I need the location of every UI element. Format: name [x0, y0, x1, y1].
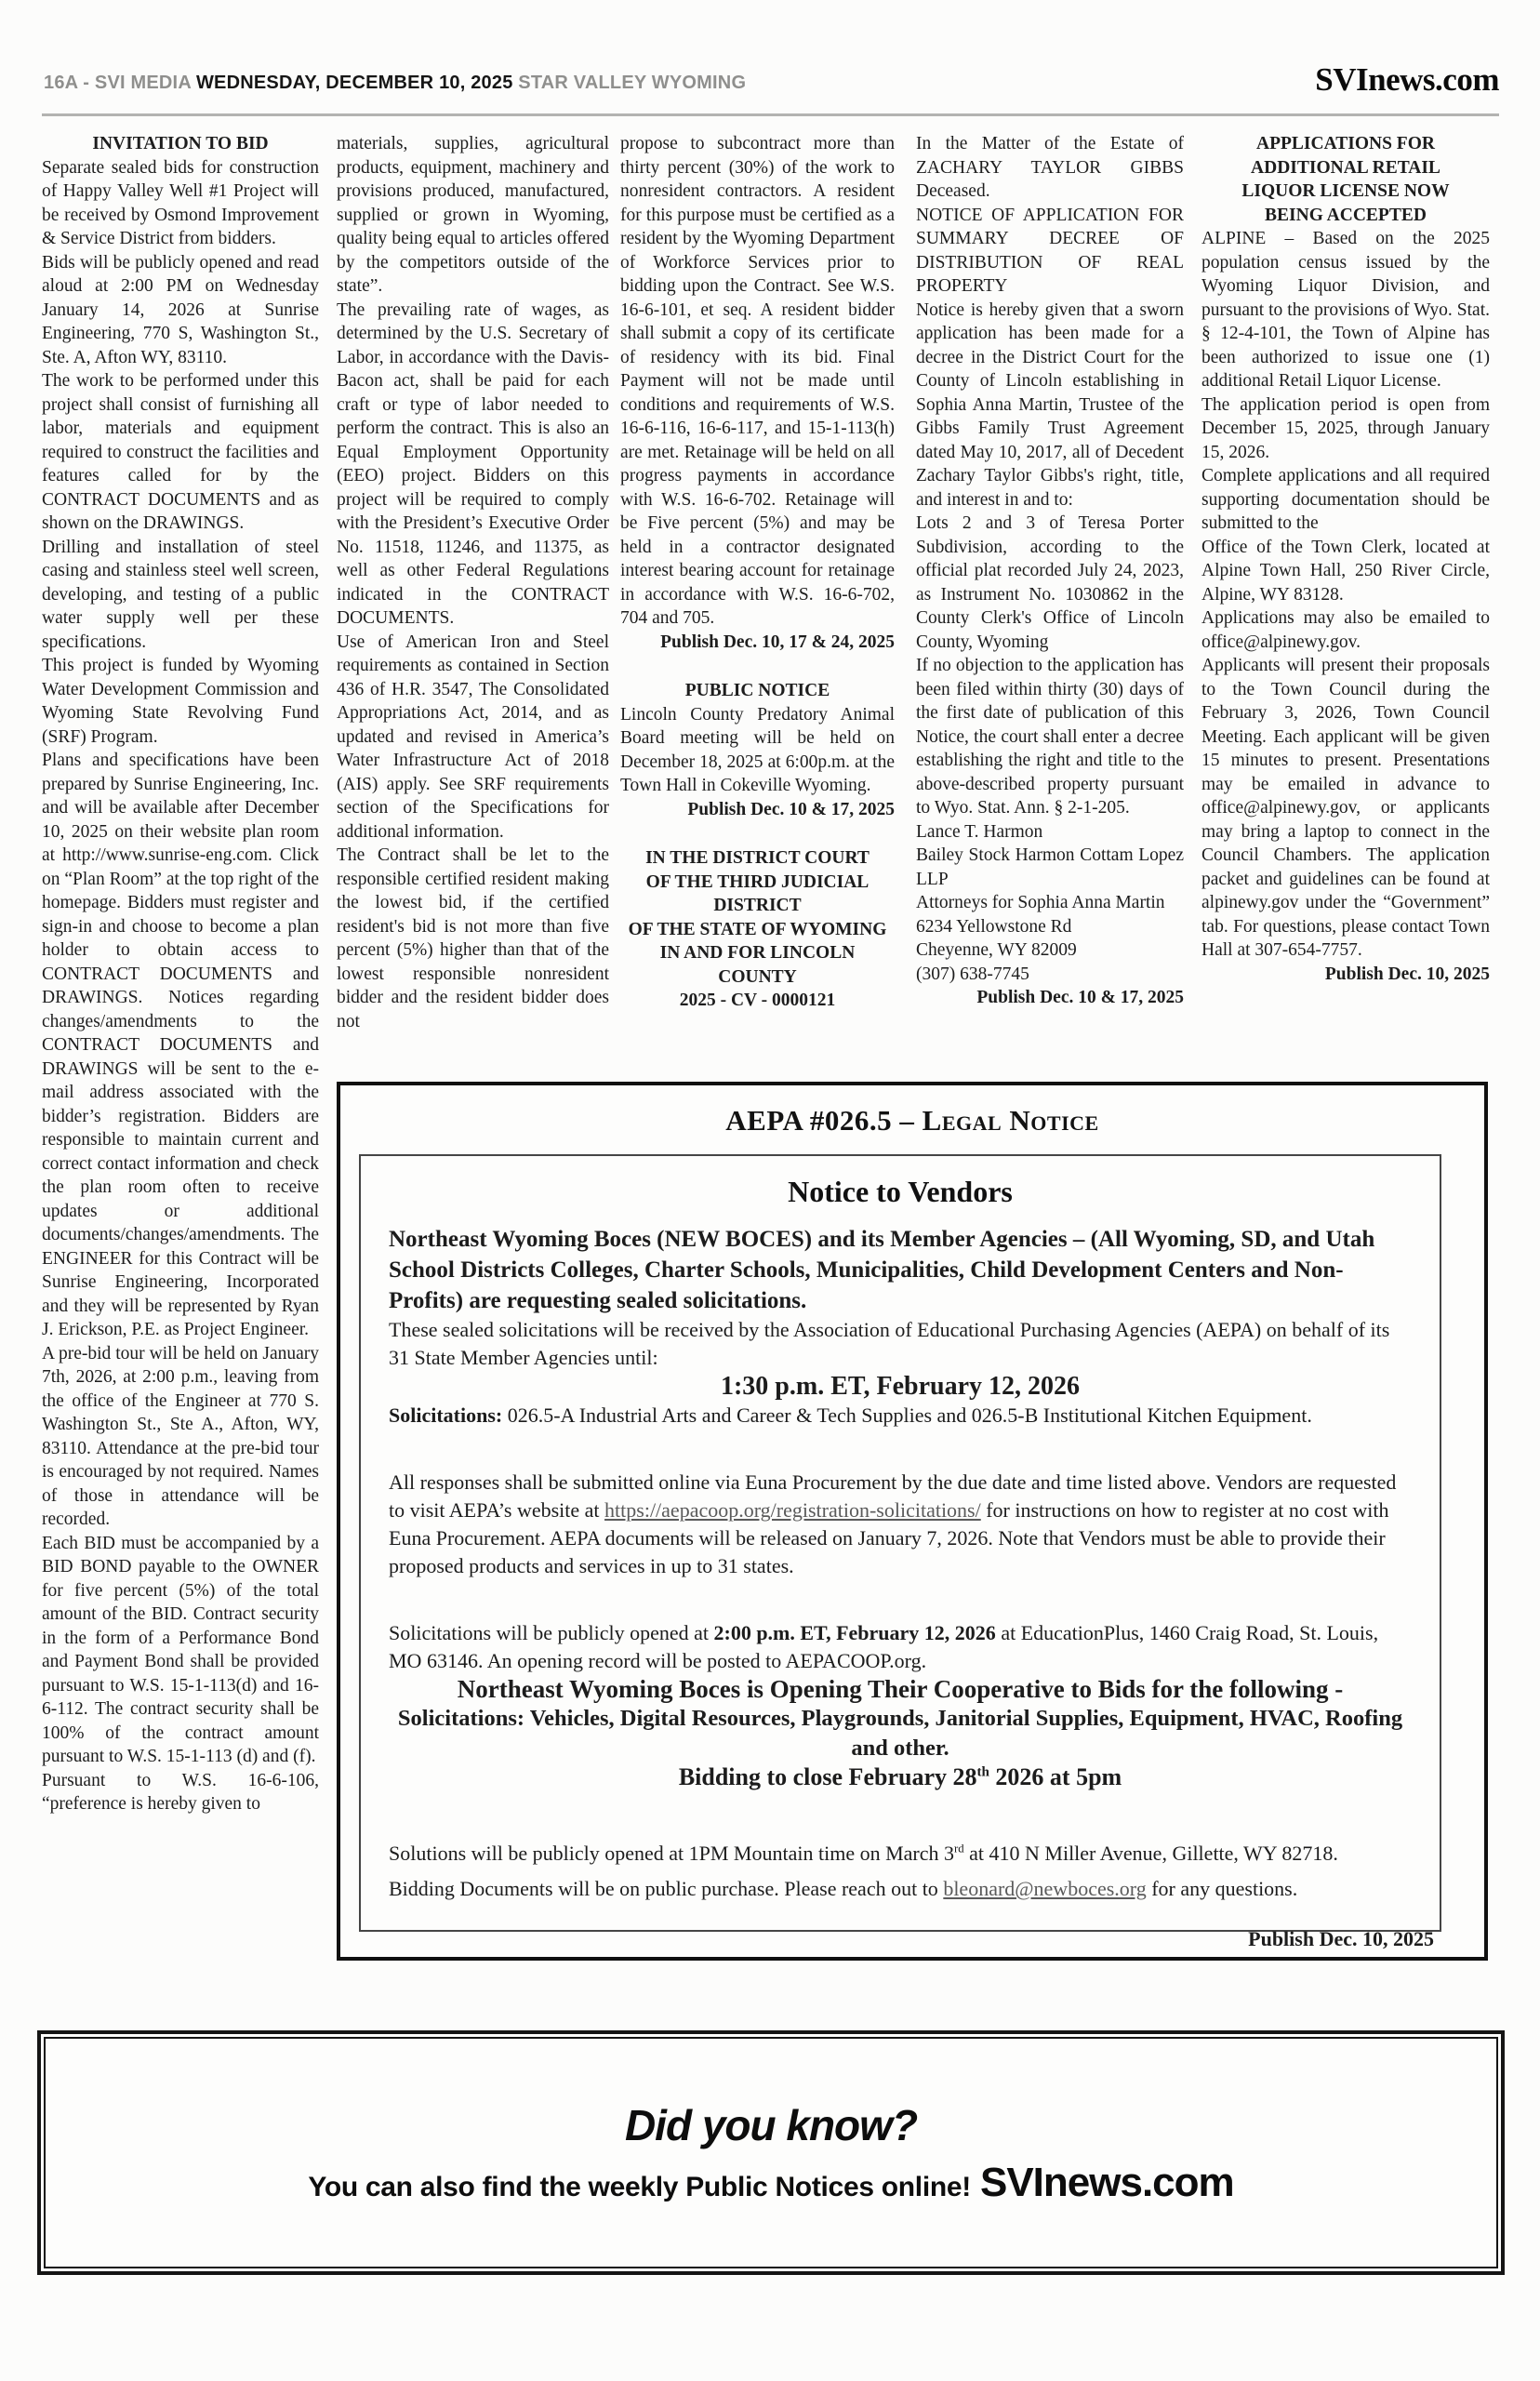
notice-paragraph: Complete applications and all required supporting documentation should be submitted to the — [1201, 466, 1490, 533]
notice-paragraph: Plans and specifications have been prepared by Sunrise Engineering, Inc. and will be available after December 10, 2025 on their website plan room at http://www.sunrise-eng.com. Click on “Plan Room” at the top right of the homepage. Bidders must register and sign-in and choose to become a plan holder to obtain access to CONTRACT DOCUMENTS and DRAWINGS. Notices regarding changes/amendments to the CONTRACT DOCUMENTS and DRAWINGS will be sent to the e-mail address associated with the bidder’s registration. Bidders are responsible to maintain current and correct contact information and check the plan room often to receive updates or additional documents/changes/amendments. The ENGINEER for this Contract will be Sunrise Engineering, Incorporated and they will be represented by Ryan J. Erickson, P.E. as Project Engineer. — [42, 751, 319, 1339]
publish-line: Publish Dec. 10 & 17, 2025 — [976, 988, 1184, 1007]
notice-paragraph: Separate sealed bids for construction of Happy Valley Well #1 Project will be received by Osmond Improvement & Service District from bidders. — [42, 157, 319, 248]
notice-paragraph: Applicants will present their proposals to the Town Council during the February 3, 2026, Town Council Meeting. Each applicant will be given 15 minutes to present. Presentations may be emailed in advance to office@alpinewy.gov, or applicants may bring a laptop to connect in the Council Chambers. The application packet and guidelines can be found at alpinewy.gov under the “Government” tab. For questions, please contact Town Hall at 307-654-7757. — [1201, 656, 1490, 960]
aepa-paragraph — [389, 1875, 1412, 1903]
aepa-paragraph — [389, 1619, 1412, 1675]
text-segment: for any questions. — [1146, 1877, 1298, 1900]
notice-paragraph: In the Matter of the Estate of ZACHARY TAYLOR GIBBS Deceased. — [916, 134, 1184, 201]
text-segment: at EducationPlus, 1460 Craig Road, St. Louis, MO 63146. An opening record will be posted to AEPACOOP.org. — [389, 1621, 1379, 1672]
notice-paragraph: The application period is open from December 15, 2025, through January 15, 2026. — [1201, 394, 1490, 462]
notice-paragraph: Office of the Town Clerk, located at Alpine Town Hall, 250 River Circle, Alpine, WY 83128. — [1201, 537, 1490, 605]
publish-line: Publish Dec. 10, 2025 — [1324, 964, 1490, 984]
notice-paragraph: If no objection to the application has been filed within thirty (30) days of the first date of publication of this Notice, the court shall enter a decree establishing the right and title to the above-described property pursuant to Wyo. Stat. Ann. § 2-1-205. — [916, 656, 1184, 818]
notice-paragraph: Lots 2 and 3 of Teresa Porter Subdivision, according to the official plat recorded July 24, 2023, as Instrument No. 1030862 in the County Clerk's Office of Lincoln County, Wyoming — [916, 513, 1184, 652]
did-you-know-inner-border — [44, 2037, 1498, 2268]
notice-heading: IN THE DISTRICT COURT OF THE THIRD JUDICIAL DISTRICT OF THE STATE OF WYOMING IN AND FOR LINCOLN COUNTY 2025 - CV - 0000121 — [628, 848, 887, 1010]
notice-paragraph: Use of American Iron and Steel requirements as contained in Section 436 of H.R. 3547, The Consolidated Appropriations Act, 2014, and as updated and revised in America’s Water Infrastructure Act of 2018 (AIS) apply. See SRF requirements section of the Specifications for additional information. — [337, 632, 609, 842]
notice-paragraph: propose to subcontract more than thirty percent (30%) of the work to nonresident contractors. A resident for this purpose must be certified as a resident by the Wyoming Department of Workforce Services prior to bidding upon the Contract. See W.S. 16-6-101, et seq. A resident bidder shall submit a copy of its certificate of residency with its bid. Final Payment will not be made until conditions and requirements of W.S. 16-6-116, 16-6-117, and 15-1-113(h) are met. Retainage will be held on all progress payments in accordance with W.S. 16-6-702. Retainage will be Five percent (5%) and may be held in a contractor designated interest bearing account for retainage in accordance with W.S. 16-6-702, 704 and 705. — [620, 134, 895, 628]
text-segment: Bidding Documents will be on public purchase. Please reach out to — [389, 1877, 944, 1900]
notice-paragraph: The prevailing rate of wages, as determined by the U.S. Secretary of Labor, in accordance with the Davis-Bacon act, shall be paid for each craft or type of labor needed to perform the contract. This is also an Equal Employment Opportunity (EEO) project. Bidders on this project will be required to comply with the President’s Executive Order No. 11518, 11246, and 11375, as well as other Federal Regulations indicated in the CONTRACT DOCUMENTS. — [337, 299, 609, 628]
text-segment: 1:30 p.m. ET, February 12, 2026 — [720, 1372, 1081, 1401]
promo-site-name: SVInews.com — [979, 2159, 1234, 2205]
text-segment: 2026 at 5pm — [989, 1763, 1122, 1790]
text-segment: Solicitations: Vehicles, Digital Resources, Playgrounds, Janitorial Supplies, Equipment, HVAC, Roofing and other. — [397, 1706, 1403, 1761]
text-segment: Northeast Wyoming Boces is Opening Their Cooperative to Bids for the following - — [457, 1675, 1344, 1703]
superscript-text: th — [976, 1764, 989, 1780]
header-text-segment: WEDNESDAY, DECEMBER 10, 2025 — [195, 73, 519, 93]
notice-paragraph: NOTICE OF APPLICATION FOR SUMMARY DECREE OF DISTRIBUTION OF REAL PROPERTY — [916, 205, 1184, 296]
notice-column-3 — [620, 132, 895, 1013]
publish-line: Publish Dec. 10, 17 & 24, 2025 — [660, 632, 895, 652]
notice-paragraph: Lance T. Harmon — [916, 821, 1043, 842]
aepa-paragraph — [389, 1372, 1412, 1402]
text-segment: 2:00 p.m. ET, February 12, 2026 — [713, 1621, 996, 1644]
text-segment: Solicitations will be publicly opened at — [389, 1621, 714, 1644]
text-segment: at 410 N Miller Avenue, Gillette, WY 82718. — [963, 1842, 1338, 1865]
did-you-know-headline: Did you know? — [624, 2100, 918, 2149]
aepa-paragraph — [389, 1704, 1412, 1763]
publish-line: Publish Dec. 10, 2025 — [1248, 1927, 1434, 1950]
notice-paragraph: The work to be performed under this project shall consist of furnishing all labor, materials and equipment required to construct the facilities and features called for by the CONTRACT DOCUMENTS and as shown on the DRAWINGS. — [42, 371, 319, 533]
notice-paragraph: This project is funded by Wyoming Water Development Commission and Wyoming State Revolving Fund (SRF) Program. — [42, 656, 319, 747]
notice-paragraph: ALPINE – Based on the 2025 population census issued by the Wyoming Liquor Division, and pursuant to the provisions of Wyo. Stat. § 12-4-101, the Town of Alpine has been authorized to issue one (1) additional Retail Liquor License. — [1201, 229, 1490, 391]
aepa-paragraph — [389, 1763, 1412, 1791]
header-dateline — [44, 73, 746, 94]
notice-paragraph: materials, supplies, agricultural products, equipment, machinery and provisions produced, manufactured, supplied or grown in Wyoming, quality being equal to articles offered by the competitors outside of the state”. — [337, 134, 609, 296]
aepa-legal-notice-box — [337, 1082, 1488, 1961]
superscript-text: rd — [954, 1842, 964, 1856]
text-segment: Northeast Wyoming Boces (NEW BOCES) and its Member Agencies – (All Wyoming, SD, and Utah School Districts Colleges, Charter Schools, Municipalities, Child Development Centers and Non-Profits) are requesting sealed solicitations. — [389, 1227, 1375, 1313]
notice-to-vendors-heading: Notice to Vendors — [788, 1175, 1013, 1208]
notice-paragraph: Notice is hereby given that a sworn application has been made for a decree in the District Court for the County of Lincoln establishing in Sophia Anna Martin, Trustee of the Gibbs Family Trust Agreement dated May 10, 2017, all of Decedent Zachary Taylor Gibbs's right, title, and interest in and to: — [916, 299, 1184, 510]
aepa-notice-inner-box — [359, 1154, 1441, 1932]
aepa-notice-title: AEPA #026.5 – Legal Notice — [725, 1104, 1099, 1137]
aepa-paragraph — [389, 1469, 1412, 1580]
notice-column-5 — [1201, 132, 1490, 986]
aepa-paragraph — [389, 1402, 1412, 1430]
header-text-segment: STAR VALLEY WYOMING — [518, 73, 747, 93]
notice-column-4 — [916, 132, 1184, 1010]
notice-paragraph: Applications may also be emailed to office@alpinewy.gov. — [1201, 608, 1490, 652]
notice-column-2 — [337, 132, 609, 1033]
aepa-paragraph — [389, 1316, 1412, 1372]
text-segment: These sealed solicitations will be received by the Association of Educational Purchasing Agencies (AEPA) on behalf of its 31 State Member Agencies until: — [389, 1318, 1390, 1369]
inline-link[interactable]: https://aepacoop.org/registration-solicitations/ — [604, 1498, 981, 1522]
notice-paragraph: The Contract shall be let to the responsible certified resident making the lowest bid, if the certified resident's bid is not more than five percent (5%) higher than that of the lowest responsible nonresident bidder and the resident bidder does not — [337, 845, 609, 1031]
page-header — [42, 60, 1499, 116]
text-segment: for instructions on how to register at no cost with Euna Procurement. AEPA documents will be released on January 7, 2026. Note that Vendors must be able to provide their proposed products and services in up to 31 states. — [389, 1498, 1389, 1577]
notice-column-1 — [42, 132, 319, 1816]
masthead-site-name: SVInews.com — [1315, 61, 1499, 98]
did-you-know-subline — [308, 2160, 1233, 2206]
aepa-paragraph — [389, 1224, 1412, 1316]
inline-link[interactable]: bleonard@newboces.org — [943, 1877, 1147, 1900]
notice-paragraph: Each BID must be accompanied by a BID BOND payable to the OWNER for five percent (5%) of the total amount of the BID. Contract security in the form of a Performance Bond and Payment Bond shall be provided pursuant to W.S. 15-1-113(d) and 16-6-112. The contract security shall be 100% of the contract amount pursuant to W.S. 15-1-113 (d) and (f). — [42, 1533, 319, 1766]
notice-paragraph: Pursuant to W.S. 16-6-106, “preference is hereby given to — [42, 1770, 319, 1814]
notice-paragraph: (307) 638-7745 — [916, 964, 1029, 984]
notice-paragraph: Bids will be publicly opened and read aloud at 2:00 PM on Wednesday January 14, 2026 at Sunrise Engineering, 770 S, Washington St., Ste. A, Afton WY, 83110. — [42, 252, 319, 367]
notice-paragraph: Drilling and installation of steel casing and stainless steel well screen, developing, and testing of a public water supply well per these specifications. — [42, 537, 319, 652]
aepa-paragraph — [389, 1675, 1412, 1704]
notice-heading: INVITATION TO BID — [92, 134, 269, 153]
notice-heading: APPLICATIONS FOR ADDITIONAL RETAIL LIQUOR LICENSE NOW BEING ACCEPTED — [1241, 134, 1450, 225]
aepa-notice-body — [389, 1224, 1412, 1903]
did-you-know-promo-box — [37, 2030, 1505, 2275]
notice-heading: PUBLIC NOTICE — [684, 681, 830, 700]
text-segment: Solicitations: — [389, 1403, 503, 1427]
notice-paragraph: 6234 Yellowstone Rd — [916, 916, 1072, 937]
notice-paragraph: Attorneys for Sophia Anna Martin — [916, 893, 1165, 912]
text-segment: 026.5-A Industrial Arts and Career & Tech Supplies and 026.5-B Institutional Kitchen Equipment. — [502, 1403, 1312, 1427]
notice-paragraph: Cheyenne, WY 82009 — [916, 940, 1077, 960]
header-text-segment: 16A - SVI MEDIA — [44, 73, 196, 93]
notice-paragraph: Bailey Stock Harmon Cottam Lopez LLP — [916, 845, 1184, 889]
notice-paragraph: A pre-bid tour will be held on January 7th, 2026, at 2:00 p.m., leaving from the office of the Engineer at 770 S. Washington St., Ste A., Afton, WY, 83110. Attendance at the pre-bid tour is encouraged by not required. Names of those in attendance will be recorded. — [42, 1343, 319, 1529]
text-segment: Bidding to close February 28 — [678, 1763, 977, 1790]
text-segment: All responses shall be submitted online via Euna Procurement by the due date and time listed above. Vendors are requested to visit AEPA’s website at — [389, 1470, 1397, 1522]
publish-line: Publish Dec. 10 & 17, 2025 — [687, 799, 895, 819]
text-segment: Solutions will be publicly opened at 1PM Mountain time on March 3 — [389, 1842, 954, 1865]
notice-paragraph: Lincoln County Predatory Animal Board meeting will be held on December 18, 2025 at 6:00p.m. at the Town Hall in Cokeville Wyoming. — [620, 704, 895, 795]
aepa-paragraph — [389, 1840, 1412, 1868]
promo-text: You can also find the weekly Public Notices online! — [308, 2171, 971, 2202]
